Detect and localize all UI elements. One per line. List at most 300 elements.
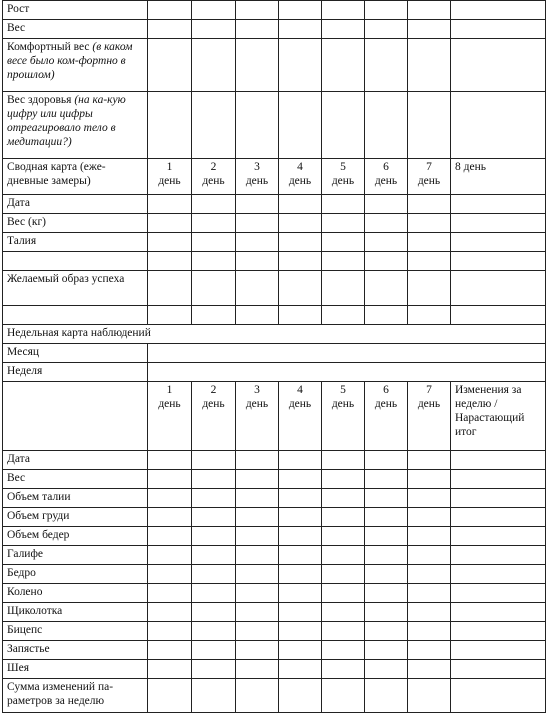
blank-cell[interactable] [408, 39, 451, 92]
blank-cell[interactable] [236, 622, 279, 641]
blank-cell[interactable] [365, 489, 408, 508]
blank-cell[interactable] [192, 92, 236, 159]
blank-cell[interactable] [236, 603, 279, 622]
blank-cell[interactable] [148, 92, 192, 159]
day-word: день [245, 175, 269, 187]
blank-cell[interactable] [148, 271, 192, 306]
blank-cell[interactable] [451, 92, 546, 159]
summary-row-label [3, 233, 148, 252]
row-label-text: Объем груди [7, 510, 70, 522]
blank-cell[interactable] [365, 660, 408, 679]
day-word: день [245, 398, 269, 410]
table-row [3, 584, 546, 603]
row-label-text: Сумма изменений па-раметров за неделю [7, 681, 114, 707]
table-row [3, 527, 546, 546]
blank-cell[interactable] [451, 20, 546, 39]
blank-cell[interactable] [322, 546, 365, 565]
row-label-text: Бедро [7, 567, 36, 579]
table-row [3, 195, 546, 214]
blank-cell[interactable] [148, 252, 192, 271]
blank-cell[interactable] [451, 565, 546, 584]
table-row [3, 470, 546, 489]
weight-label [3, 20, 148, 39]
blank-cell[interactable] [236, 470, 279, 489]
blank-cell[interactable] [322, 195, 365, 214]
blank-cell[interactable] [148, 641, 192, 660]
blank-cell[interactable] [236, 39, 279, 92]
blank-cell[interactable] [322, 306, 365, 325]
day-number: 7 [426, 384, 432, 396]
blank-cell[interactable] [148, 546, 192, 565]
blank-cell[interactable] [279, 252, 322, 271]
blank-cell[interactable] [236, 641, 279, 660]
blank-cell[interactable] [236, 20, 279, 39]
weekly-row-label [3, 527, 148, 546]
blank-cell[interactable] [322, 622, 365, 641]
day-number: 4 [297, 384, 303, 396]
month-value[interactable] [148, 344, 546, 363]
table-row [3, 92, 546, 159]
blank-cell[interactable] [322, 39, 365, 92]
blank-cell[interactable] [365, 546, 408, 565]
blank-cell[interactable] [148, 470, 192, 489]
label-note: (на ка-кую цифру или цифры отреагировало тело в медитации?) [7, 94, 126, 148]
row-label-text: Колено [7, 586, 43, 598]
blank-cell[interactable] [408, 451, 451, 470]
weekly-row-label [3, 622, 148, 641]
blank-cell[interactable] [192, 470, 236, 489]
blank-cell[interactable] [279, 508, 322, 527]
changes-header: Изменения за неделю / Нарастающий итог [451, 382, 546, 451]
blank-cell[interactable] [365, 641, 408, 660]
weekly-row-label [3, 451, 148, 470]
day-header [322, 382, 365, 451]
blank-cell[interactable] [279, 527, 322, 546]
day-number: 4 [297, 161, 303, 173]
blank-cell[interactable] [451, 622, 546, 641]
day-header [365, 159, 408, 195]
blank-cell[interactable] [279, 195, 322, 214]
blank-cell[interactable] [279, 641, 322, 660]
blank-cell[interactable] [365, 252, 408, 271]
table-row [3, 1, 546, 20]
weekly-row-label [3, 641, 148, 660]
blank-cell[interactable] [148, 195, 192, 214]
blank-cell[interactable] [236, 252, 279, 271]
weekly-row-label [3, 584, 148, 603]
blank-cell[interactable] [192, 546, 236, 565]
day-word: день [288, 175, 312, 187]
blank-cell[interactable] [451, 660, 546, 679]
summary-row-label [3, 271, 148, 306]
blank-cell[interactable] [408, 641, 451, 660]
week-label: Неделя [3, 363, 148, 382]
blank-cell[interactable] [408, 565, 451, 584]
row-label-text: Объем талии [7, 491, 71, 503]
blank-cell[interactable] [365, 233, 408, 252]
blank-cell[interactable] [279, 306, 322, 325]
blank-cell[interactable] [451, 546, 546, 565]
blank-cell[interactable] [192, 641, 236, 660]
blank-cell[interactable] [408, 20, 451, 39]
blank-cell[interactable] [236, 508, 279, 527]
summary-row-label [3, 306, 148, 325]
row-label-text: Галифе [7, 548, 44, 560]
blank-cell[interactable] [148, 508, 192, 527]
blank-cell[interactable] [279, 470, 322, 489]
blank-cell[interactable] [192, 306, 236, 325]
blank-cell[interactable] [279, 1, 322, 20]
blank-cell[interactable] [279, 679, 322, 713]
blank-cell[interactable] [279, 451, 322, 470]
day-header [236, 159, 279, 195]
blank-cell[interactable] [192, 679, 236, 713]
label-text: Комфортный вес [7, 41, 93, 53]
day-number: 5 [340, 384, 346, 396]
day-header [148, 159, 192, 195]
blank-cell[interactable] [148, 622, 192, 641]
table-row [3, 451, 546, 470]
blank-cell[interactable] [192, 233, 236, 252]
row-label-text: Дата [7, 197, 30, 209]
weekly-row-label [3, 489, 148, 508]
blank-cell[interactable] [408, 306, 451, 325]
blank-cell[interactable] [236, 214, 279, 233]
blank-cell[interactable] [408, 195, 451, 214]
blank-cell[interactable] [365, 565, 408, 584]
day-header [408, 159, 451, 195]
day-number: 2 [210, 161, 217, 173]
day-word: день [331, 398, 355, 410]
blank-cell[interactable] [365, 470, 408, 489]
blank-cell[interactable] [365, 584, 408, 603]
blank-cell[interactable] [192, 584, 236, 603]
blank-cell[interactable] [451, 233, 546, 252]
weekly-row-label [3, 603, 148, 622]
blank-cell[interactable] [192, 660, 236, 679]
blank-cell[interactable] [322, 603, 365, 622]
table-row [3, 344, 546, 363]
blank-cell[interactable] [148, 603, 192, 622]
blank-cell[interactable] [279, 233, 322, 252]
weekly-header-row [3, 382, 546, 451]
blank-cell[interactable] [279, 660, 322, 679]
blank-cell[interactable] [451, 271, 546, 306]
blank-cell[interactable] [365, 508, 408, 527]
row-label-text: Желаемый образ успеха [7, 273, 125, 285]
table-row [3, 363, 546, 382]
day-header [279, 159, 322, 195]
blank-cell[interactable] [236, 195, 279, 214]
blank-cell[interactable] [279, 584, 322, 603]
blank-cell[interactable] [408, 527, 451, 546]
blank-cell[interactable] [322, 214, 365, 233]
blank-cell[interactable] [148, 489, 192, 508]
table-row [3, 271, 546, 306]
blank-cell[interactable] [192, 489, 236, 508]
blank-cell[interactable] [148, 20, 192, 39]
weekly-row-label [3, 508, 148, 527]
label-text: Вес здоровья [7, 94, 75, 106]
blank-cell[interactable] [322, 271, 365, 306]
day-word: день [417, 175, 441, 187]
blank-cell[interactable] [279, 39, 322, 92]
day-word: день [374, 175, 398, 187]
day-word: день [331, 175, 355, 187]
day-number: 6 [383, 384, 389, 396]
blank-cell[interactable] [148, 233, 192, 252]
row-label-text: Запястье [7, 643, 50, 655]
day-number: 1 [166, 384, 173, 396]
table-row [3, 252, 546, 271]
summary-row-label [3, 214, 148, 233]
blank-cell[interactable] [148, 451, 192, 470]
blank-cell[interactable] [408, 470, 451, 489]
day-word: день [374, 398, 398, 410]
blank-cell[interactable] [236, 660, 279, 679]
table-row [3, 546, 546, 565]
blank-cell[interactable] [192, 527, 236, 546]
weekly-title-row [3, 325, 546, 344]
blank-cell[interactable] [279, 603, 322, 622]
blank-cell[interactable] [279, 546, 322, 565]
blank-cell[interactable] [322, 1, 365, 20]
day-word: день [202, 175, 225, 187]
blank-cell[interactable] [408, 660, 451, 679]
weekly-header-blank [3, 382, 148, 451]
blank-cell[interactable] [192, 39, 236, 92]
weekly-row-label [3, 679, 148, 713]
blank-cell[interactable] [192, 252, 236, 271]
blank-cell[interactable] [322, 451, 365, 470]
blank-cell[interactable] [322, 20, 365, 39]
blank-cell[interactable] [236, 306, 279, 325]
day-header [148, 382, 192, 451]
blank-cell[interactable] [451, 527, 546, 546]
blank-cell[interactable] [451, 641, 546, 660]
blank-cell[interactable] [148, 214, 192, 233]
row-label-text: Шея [7, 662, 29, 674]
blank-cell[interactable] [408, 622, 451, 641]
table-row [3, 508, 546, 527]
blank-cell[interactable] [236, 565, 279, 584]
day-header [408, 382, 451, 451]
day-header [192, 382, 236, 451]
blank-cell[interactable] [322, 660, 365, 679]
blank-cell[interactable] [322, 584, 365, 603]
blank-cell[interactable] [192, 565, 236, 584]
blank-cell[interactable] [408, 214, 451, 233]
blank-cell[interactable] [408, 1, 451, 20]
table-row [3, 214, 546, 233]
day-number: 3 [254, 384, 260, 396]
blank-cell[interactable] [451, 603, 546, 622]
weekly-row-label [3, 565, 148, 584]
blank-cell[interactable] [365, 527, 408, 546]
table-row [3, 679, 546, 713]
day-word: день [202, 398, 225, 410]
blank-cell[interactable] [279, 271, 322, 306]
blank-cell[interactable] [322, 679, 365, 713]
blank-cell[interactable] [192, 214, 236, 233]
blank-cell[interactable] [192, 603, 236, 622]
blank-cell[interactable] [408, 508, 451, 527]
weekly-row-label [3, 660, 148, 679]
blank-cell[interactable] [408, 546, 451, 565]
table-row [3, 39, 546, 92]
row-label-text: Дата [7, 453, 30, 465]
blank-cell[interactable] [365, 1, 408, 20]
table-row [3, 603, 546, 622]
blank-cell[interactable] [236, 233, 279, 252]
row-label-text: Рост [7, 3, 30, 15]
blank-cell[interactable] [408, 489, 451, 508]
blank-cell[interactable] [322, 527, 365, 546]
blank-cell[interactable] [192, 271, 236, 306]
day-word: день [158, 398, 181, 410]
blank-cell[interactable] [365, 306, 408, 325]
blank-cell[interactable] [279, 622, 322, 641]
blank-cell[interactable] [365, 451, 408, 470]
blank-cell[interactable] [236, 679, 279, 713]
row-label-text: Бицепс [7, 624, 43, 636]
blank-cell[interactable] [408, 679, 451, 713]
table-row [3, 20, 546, 39]
row-label-text: Объем бедер [7, 529, 70, 541]
blank-cell[interactable] [279, 20, 322, 39]
blank-cell[interactable] [451, 489, 546, 508]
height-label [3, 1, 148, 20]
blank-cell[interactable] [451, 470, 546, 489]
blank-cell[interactable] [236, 489, 279, 508]
blank-cell[interactable] [279, 214, 322, 233]
blank-cell[interactable] [365, 214, 408, 233]
blank-cell[interactable] [279, 489, 322, 508]
day-word: день [288, 398, 312, 410]
health-weight-label [3, 92, 148, 159]
row-label-text: Вес [7, 472, 26, 484]
blank-cell[interactable] [408, 584, 451, 603]
blank-cell[interactable] [365, 195, 408, 214]
blank-cell[interactable] [322, 470, 365, 489]
blank-cell[interactable] [365, 679, 408, 713]
day-number: 7 [426, 161, 432, 173]
blank-cell[interactable] [408, 271, 451, 306]
blank-cell[interactable] [451, 214, 546, 233]
day-header [279, 382, 322, 451]
blank-cell[interactable] [322, 233, 365, 252]
blank-cell[interactable] [236, 271, 279, 306]
day-header [365, 382, 408, 451]
blank-cell[interactable] [322, 508, 365, 527]
blank-cell[interactable] [148, 527, 192, 546]
blank-cell[interactable] [451, 451, 546, 470]
blank-cell[interactable] [365, 92, 408, 159]
day-number: 5 [340, 161, 346, 173]
blank-cell[interactable] [236, 584, 279, 603]
day-header [322, 159, 365, 195]
blank-cell[interactable] [148, 1, 192, 20]
blank-cell[interactable] [279, 92, 322, 159]
blank-cell[interactable] [408, 252, 451, 271]
blank-cell[interactable] [451, 39, 546, 92]
blank-cell[interactable] [148, 565, 192, 584]
blank-cell[interactable] [451, 306, 546, 325]
weekly-title: Недельная карта наблюдений [3, 325, 546, 344]
comfort-weight-label [3, 39, 148, 92]
blank-cell[interactable] [236, 546, 279, 565]
day-header [236, 382, 279, 451]
table-body [3, 1, 546, 713]
blank-cell[interactable] [148, 679, 192, 713]
blank-cell[interactable] [192, 195, 236, 214]
blank-cell[interactable] [322, 489, 365, 508]
week-value[interactable] [148, 363, 546, 382]
row-label-text: Вес (кг) [7, 216, 47, 228]
day-number: 1 [166, 161, 173, 173]
blank-cell[interactable] [408, 233, 451, 252]
blank-cell[interactable] [148, 39, 192, 92]
summary-header-label: Сводная карта (еже-дневные замеры) [3, 159, 148, 195]
blank-cell[interactable] [451, 584, 546, 603]
blank-cell[interactable] [451, 679, 546, 713]
weekly-row-label [3, 546, 148, 565]
day-header [192, 159, 236, 195]
blank-cell[interactable] [236, 92, 279, 159]
table-row [3, 233, 546, 252]
blank-cell[interactable] [408, 603, 451, 622]
blank-cell[interactable] [322, 641, 365, 660]
table-row [3, 306, 546, 325]
blank-cell[interactable] [365, 20, 408, 39]
blank-cell[interactable] [322, 252, 365, 271]
blank-cell[interactable] [148, 584, 192, 603]
blank-cell[interactable] [322, 92, 365, 159]
blank-cell[interactable] [279, 565, 322, 584]
table-row [3, 641, 546, 660]
label-note: (в каком весе было ком-фортно в прошлом) [7, 41, 133, 81]
blank-cell[interactable] [451, 252, 546, 271]
blank-cell[interactable] [192, 622, 236, 641]
blank-cell[interactable] [192, 508, 236, 527]
blank-cell[interactable] [451, 1, 546, 20]
blank-cell[interactable] [236, 527, 279, 546]
blank-cell[interactable] [322, 565, 365, 584]
weekly-row-label [3, 470, 148, 489]
blank-cell[interactable] [451, 195, 546, 214]
blank-cell[interactable] [236, 1, 279, 20]
blank-cell[interactable] [365, 39, 408, 92]
blank-cell[interactable] [192, 451, 236, 470]
summary-row-label [3, 195, 148, 214]
blank-cell[interactable] [365, 603, 408, 622]
summary-header-row [3, 159, 546, 195]
blank-cell[interactable] [148, 306, 192, 325]
blank-cell[interactable] [236, 451, 279, 470]
blank-cell[interactable] [365, 622, 408, 641]
blank-cell[interactable] [408, 92, 451, 159]
row-label-text: Щиколотка [7, 605, 63, 617]
blank-cell[interactable] [192, 20, 236, 39]
day-number: 3 [254, 161, 260, 173]
row-label-text: Вес [7, 22, 26, 34]
day-number: 2 [210, 384, 217, 396]
table-row [3, 565, 546, 584]
blank-cell[interactable] [192, 1, 236, 20]
blank-cell[interactable] [365, 271, 408, 306]
blank-cell[interactable] [451, 508, 546, 527]
blank-cell[interactable] [148, 660, 192, 679]
